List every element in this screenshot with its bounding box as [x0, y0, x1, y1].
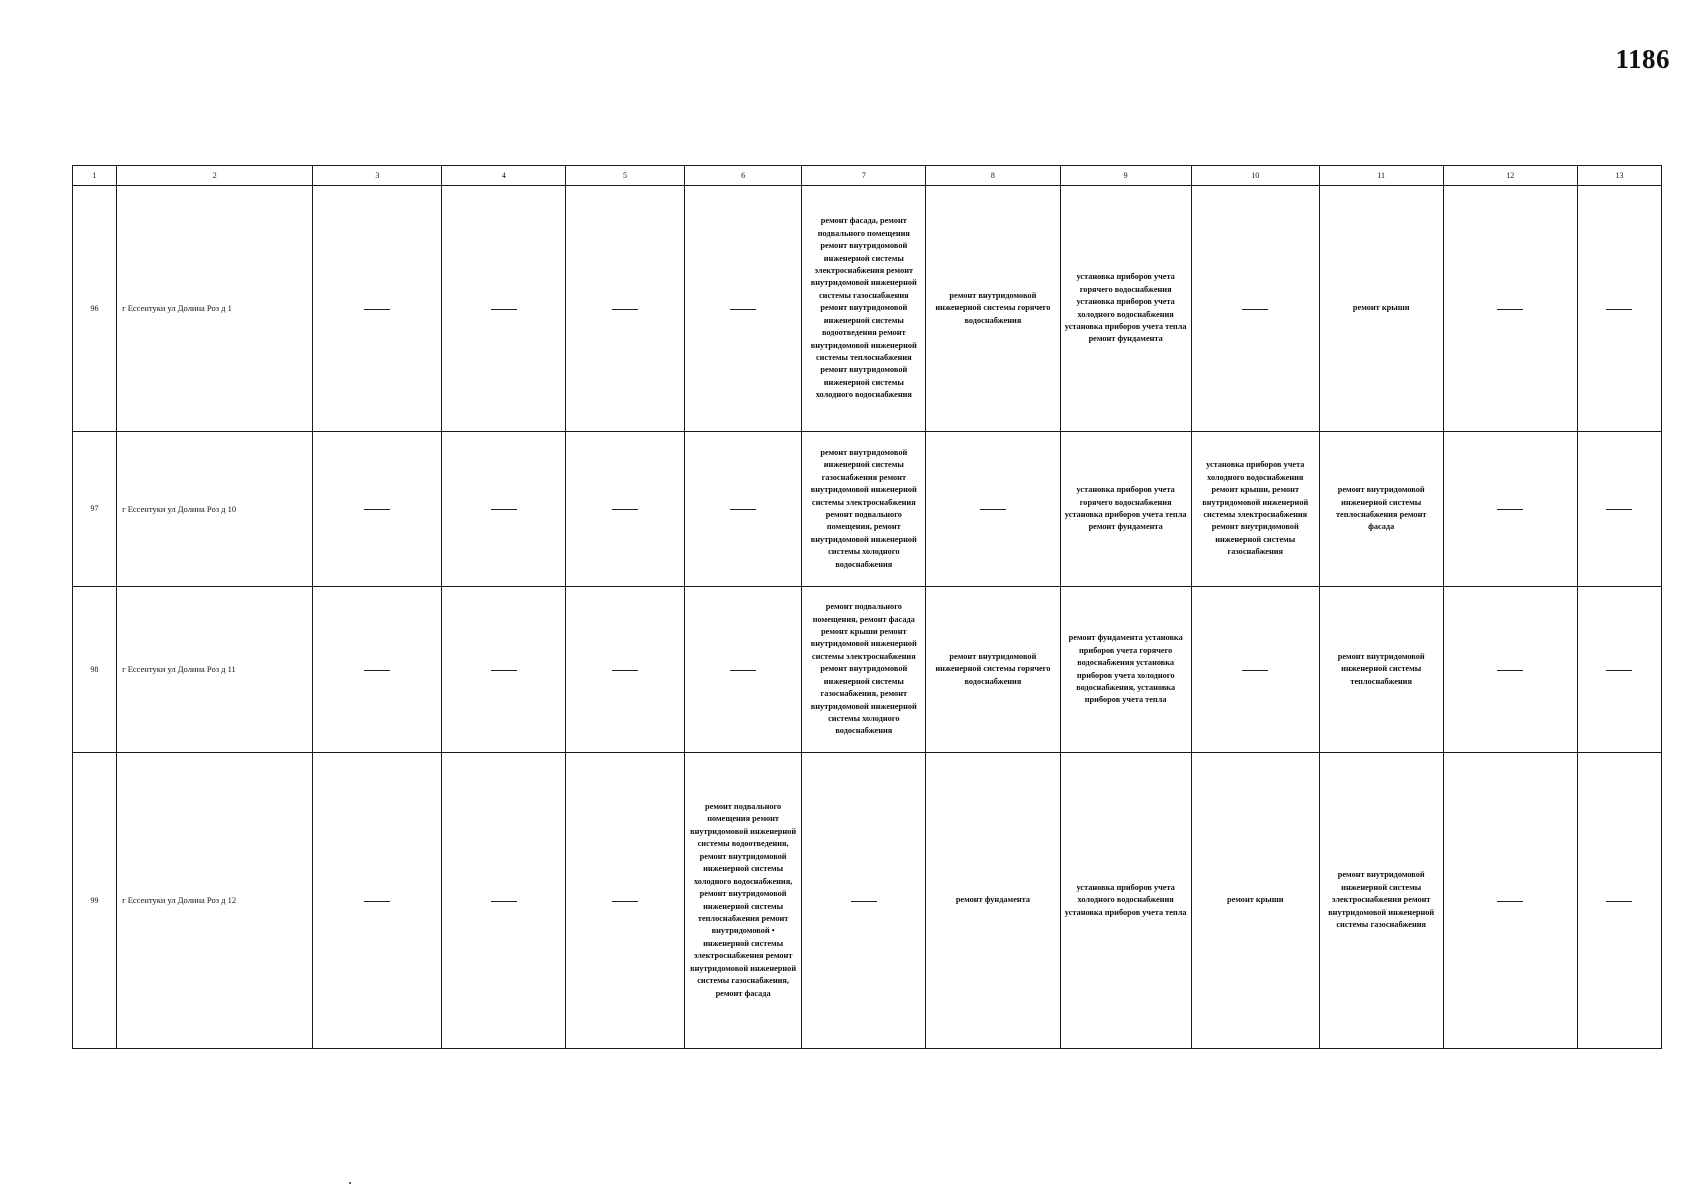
- dash-mark: [1606, 670, 1632, 671]
- repair-schedule-table: [72, 165, 1662, 1049]
- dash-mark: [364, 670, 390, 671]
- column-header-4: 4: [442, 166, 566, 186]
- dash-mark: [730, 309, 756, 310]
- repair-works-col-11: ремонт крыши: [1319, 186, 1443, 432]
- column-header-11: 11: [1319, 166, 1443, 186]
- dash-mark: [364, 309, 390, 310]
- column-header-9: 9: [1060, 166, 1191, 186]
- building-address: г Ессентуки ул Долина Роз д 11: [117, 587, 313, 753]
- empty-cell-col-12: [1443, 753, 1577, 1049]
- empty-cell-col-13: [1577, 587, 1661, 753]
- dash-mark: [612, 309, 638, 310]
- building-address: г Ессентуки ул Долина Роз д 10: [117, 432, 313, 587]
- dash-mark: [1497, 670, 1523, 671]
- column-number-row: [73, 166, 1662, 186]
- dash-mark: [1497, 901, 1523, 902]
- empty-cell-col-8: [926, 432, 1060, 587]
- column-header-1: 1: [73, 166, 117, 186]
- empty-cell-col-4: [442, 186, 566, 432]
- empty-cell-col-5: [566, 753, 685, 1049]
- row-number: 96: [73, 186, 117, 432]
- table-row: [73, 587, 1662, 753]
- repair-works-col-9: установка приборов учета горячего водоснабжения установка приборов учета холодного водоснабжения установка приборов учета тепла ремонт фундамента: [1060, 186, 1191, 432]
- dash-mark: [1497, 509, 1523, 510]
- repair-works-col-11: ремонт внутридомовой инженерной системы электроснабжения ремонт внутридомовой инженерной системы газоснабжения: [1319, 753, 1443, 1049]
- row-number: 99: [73, 753, 117, 1049]
- dash-mark: [364, 901, 390, 902]
- empty-cell-col-3: [313, 432, 442, 587]
- repair-works-col-7: ремонт подвального помещения, ремонт фасада ремонт крыши ремонт внутридомовой инженерной системы электроснабжения ремонт внутридомовой инженерной системы газоснабжения, ремонт внутридомовой инженерной системы холодного водоснабжения: [802, 587, 926, 753]
- dash-mark: [612, 901, 638, 902]
- column-header-12: 12: [1443, 166, 1577, 186]
- empty-cell-col-4: [442, 432, 566, 587]
- row-number: 98: [73, 587, 117, 753]
- dash-mark: [1497, 309, 1523, 310]
- repair-works-col-10: ремонт крыши: [1191, 753, 1319, 1049]
- empty-cell-col-3: [313, 753, 442, 1049]
- empty-cell-col-13: [1577, 186, 1661, 432]
- dash-mark: [1606, 309, 1632, 310]
- column-header-10: 10: [1191, 166, 1319, 186]
- repair-works-col-11: ремонт внутридомовой инженерной системы теплоснабжения: [1319, 587, 1443, 753]
- dash-mark: [851, 901, 877, 902]
- dash-mark: [491, 509, 517, 510]
- column-header-2: 2: [117, 166, 313, 186]
- column-header-7: 7: [802, 166, 926, 186]
- empty-cell-col-7: [802, 753, 926, 1049]
- dash-mark: [612, 509, 638, 510]
- repair-works-col-8: ремонт внутридомовой инженерной системы горячего водоснабжения: [926, 587, 1060, 753]
- table-row: [73, 186, 1662, 432]
- dash-mark: [491, 309, 517, 310]
- column-header-3: 3: [313, 166, 442, 186]
- scan-speck: [349, 1182, 351, 1184]
- column-header-6: 6: [684, 166, 802, 186]
- repair-works-col-9: установка приборов учета горячего водоснабжения установка приборов учета тепла ремонт фундамента: [1060, 432, 1191, 587]
- empty-cell-col-5: [566, 186, 685, 432]
- building-address: г Ессентуки ул Долина Роз д 12: [117, 753, 313, 1049]
- dash-mark: [491, 670, 517, 671]
- repair-works-col-9: установка приборов учета холодного водоснабжения установка приборов учета тепла: [1060, 753, 1191, 1049]
- repair-works-col-9: ремонт фундамента установка приборов учета горячего водоснабжения установка приборов учета холодного водоснабжения, установка приборов учета тепла: [1060, 587, 1191, 753]
- column-header-13: 13: [1577, 166, 1661, 186]
- empty-cell-col-12: [1443, 432, 1577, 587]
- dash-mark: [730, 670, 756, 671]
- empty-cell-col-12: [1443, 587, 1577, 753]
- empty-cell-col-3: [313, 186, 442, 432]
- empty-cell-col-3: [313, 587, 442, 753]
- empty-cell-col-4: [442, 753, 566, 1049]
- table-row: [73, 432, 1662, 587]
- empty-cell-col-10: [1191, 587, 1319, 753]
- empty-cell-col-5: [566, 587, 685, 753]
- dash-mark: [364, 509, 390, 510]
- repair-works-col-7: ремонт внутридомовой инженерной системы газоснабжения ремонт внутридомовой инженерной системы электроснабжения ремонт подвального помещения, ремонт внутридомовой инженерной системы холодного водоснабжения: [802, 432, 926, 587]
- empty-cell-col-6: [684, 587, 802, 753]
- repair-works-col-7: ремонт фасада, ремонт подвального помещения ремонт внутридомовой инженерной системы электроснабжения ремонт внутридомовой инженерной системы газоснабжения ремонт внутридомовой инженерной системы водоотведения ремонт внутридомовой инженерной системы теплоснабжения ремонт внутридомовой инженерной системы холодного водоснабжения: [802, 186, 926, 432]
- dash-mark: [980, 509, 1006, 510]
- repair-works-col-6: ремонт подвального помещения ремонт внутридомовой инженерной системы водоотведения, ремонт внутридомовой инженерной системы холодного водоснабжения, ремонт внутридомовой инженерной системы теплоснабжения ремонт внутридомовой • инженерной системы электроснабжения ремонт внутридомовой инженерной системы газоснабжения, ремонт фасада: [684, 753, 802, 1049]
- dash-mark: [1242, 670, 1268, 671]
- empty-cell-col-13: [1577, 753, 1661, 1049]
- repair-works-col-11: ремонт внутридомовой инженерной системы теплоснабжения ремонт фасада: [1319, 432, 1443, 587]
- row-number: 97: [73, 432, 117, 587]
- dash-mark: [1242, 309, 1268, 310]
- table-row: [73, 753, 1662, 1049]
- repair-works-col-8: ремонт внутридомовой инженерной системы горячего водоснабжения: [926, 186, 1060, 432]
- dash-mark: [1606, 509, 1632, 510]
- dash-mark: [491, 901, 517, 902]
- dash-mark: [612, 670, 638, 671]
- dash-mark: [730, 509, 756, 510]
- column-header-8: 8: [926, 166, 1060, 186]
- empty-cell-col-4: [442, 587, 566, 753]
- empty-cell-col-5: [566, 432, 685, 587]
- empty-cell-col-13: [1577, 432, 1661, 587]
- building-address: г Ессентуки ул Долина Роз д 1: [117, 186, 313, 432]
- empty-cell-col-6: [684, 186, 802, 432]
- dash-mark: [1606, 901, 1632, 902]
- column-header-5: 5: [566, 166, 685, 186]
- repair-works-col-10: установка приборов учета холодного водоснабжения ремонт крыши, ремонт внутридомовой инженерной системы электроснабжения ремонт внутридомовой инженерной системы газоснабжения: [1191, 432, 1319, 587]
- empty-cell-col-6: [684, 432, 802, 587]
- empty-cell-col-10: [1191, 186, 1319, 432]
- repair-works-col-8: ремонт фундамента: [926, 753, 1060, 1049]
- page-number: 1186: [1615, 44, 1670, 74]
- empty-cell-col-12: [1443, 186, 1577, 432]
